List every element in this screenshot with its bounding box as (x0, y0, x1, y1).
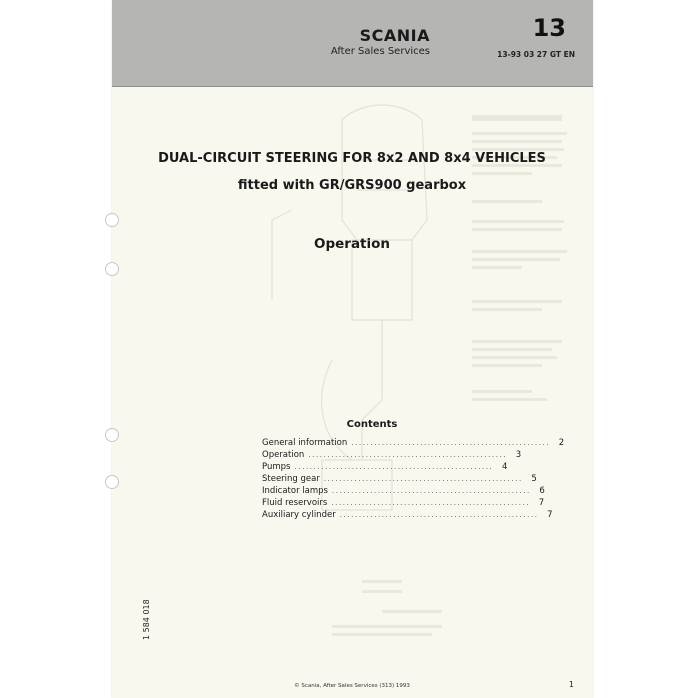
document-section-title: Operation (313, 236, 391, 252)
toc-item-label: Steering gear (262, 474, 320, 484)
document-title: DUAL-CIRCUIT STEERING FOR 8x2 AND 8x4 VEHICLES (158, 151, 546, 166)
toc-item (262, 474, 537, 486)
toc-item-label: Indicator lamps (262, 486, 328, 496)
toc-item (262, 486, 545, 498)
binder-hole (105, 262, 119, 276)
document-page (112, 0, 593, 698)
footer-copyright: © Scania, After Sales Services (313) 1993 (294, 683, 410, 689)
toc-item-page: 3 (515, 450, 522, 460)
toc-item-label: Operation (262, 450, 305, 460)
toc-leader-dots: .................................................... (323, 475, 523, 483)
toc-leader-dots: .................................................... (331, 499, 531, 507)
table-of-contents (262, 438, 565, 522)
toc-item (262, 438, 565, 450)
binder-hole (105, 475, 119, 489)
side-part-number: 1 584 018 (142, 599, 151, 640)
toc-leader-dots: .................................................... (308, 451, 508, 459)
document-subtitle: fitted with GR/GRS900 gearbox (237, 178, 467, 193)
toc-leader-dots: .................................................... (331, 487, 531, 495)
contents-heading: Contents (346, 419, 398, 430)
brand-subtitle: After Sales Services (330, 46, 430, 57)
toc-item (262, 450, 522, 462)
toc-item-label: Fluid reservoirs (262, 498, 328, 508)
toc-item (262, 510, 553, 522)
toc-item-page: 5 (531, 474, 537, 484)
toc-item-page: 6 (539, 486, 545, 496)
toc-item-label: General information (262, 438, 348, 448)
section-number: 13 (532, 14, 566, 42)
header-band (112, 0, 593, 87)
toc-leader-dots: .................................................... (339, 511, 539, 519)
toc-item-page: 7 (538, 498, 545, 508)
binder-hole (105, 428, 119, 442)
toc-item-page: 7 (547, 510, 553, 520)
toc-item-page: 2 (558, 438, 565, 448)
brand-logo: SCANIA (359, 26, 430, 45)
toc-leader-dots: .................................................... (351, 439, 551, 447)
toc-leader-dots: .................................................... (294, 463, 494, 471)
toc-item-label: Pumps (262, 462, 291, 472)
toc-item (262, 462, 508, 474)
toc-item (262, 498, 545, 510)
toc-item-label: Auxiliary cylinder (262, 510, 336, 520)
page-number: 1 (568, 680, 574, 689)
binder-hole (105, 213, 119, 227)
document-number: 13-93 03 27 GT EN (497, 50, 575, 59)
toc-item-page: 4 (501, 462, 508, 472)
